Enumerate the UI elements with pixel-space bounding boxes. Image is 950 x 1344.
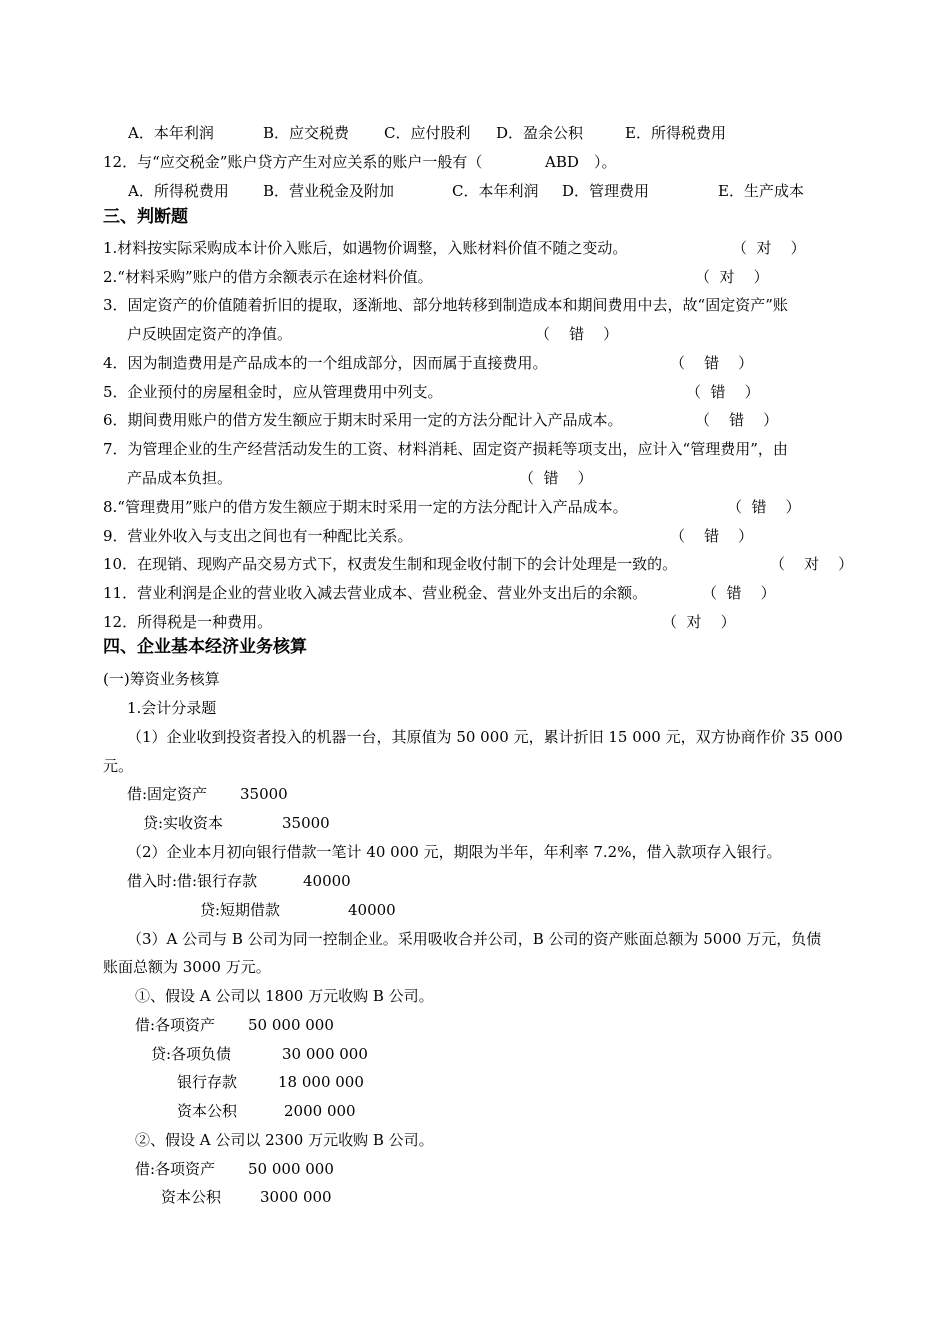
answer-mark: （ 错 ） <box>686 383 760 401</box>
section-title-business: 四、企业基本经济业务核算 <box>103 637 307 657</box>
q12-option-a: A．所得税费用 <box>128 182 229 200</box>
credit-amount: 2000 000 <box>284 1102 356 1120</box>
list-item-text: 12．所得税是一种费用。 <box>103 613 273 631</box>
q12-option-b: B．营业税金及附加 <box>263 182 395 200</box>
credit-account: 贷:实收资本 <box>143 814 224 832</box>
list-item-text: 11．营业利润是企业的营业收入减去营业成本、营业税金、营业外支出后的余额。 <box>103 584 648 602</box>
answer-mark: （ 对 ） <box>695 268 769 286</box>
debit-amount: 40000 <box>303 872 351 890</box>
q11-option-a: A．本年利润 <box>128 124 214 142</box>
entry-description: （2）企业本月初向银行借款一笔计 40 000 元，期限为半年，年利率 7.2%，借入款项存入银行。 <box>127 843 782 861</box>
credit-amount: 40000 <box>348 901 396 919</box>
credit-amount: 30 000 000 <box>282 1045 368 1063</box>
q12-option-c: C．本年利润 <box>452 182 539 200</box>
credit-account: 银行存款 <box>177 1073 238 1091</box>
q12-option-e: E．生产成本 <box>718 182 804 200</box>
debit-account: 借:固定资产 <box>127 785 208 803</box>
case-1-heading: ①、假设 A 公司以 1800 万元收购 B 公司。 <box>135 987 434 1005</box>
answer-mark: （ 错 ） <box>670 527 754 545</box>
q12-close: ）。 <box>594 153 617 171</box>
answer-mark: （ 对 ） <box>732 239 806 257</box>
answer-mark: （ 对 ） <box>662 613 736 631</box>
q11-option-b: B．应交税费 <box>263 124 350 142</box>
subsection-title: (一)筹资业务核算 <box>103 670 220 688</box>
debit-account: 借:各项资产 <box>135 1016 216 1034</box>
q12-stem: 12．与“应交税金”账户贷方产生对应关系的账户一般有（ <box>103 153 483 171</box>
list-item-text: 5．企业预付的房屋租金时，应从管理费用中列支。 <box>103 383 443 401</box>
credit-amount: 18 000 000 <box>278 1073 364 1091</box>
section-title-true-false: 三、判断题 <box>103 207 188 227</box>
list-item-text-cont: 户反映固定资产的净值。 <box>127 325 293 343</box>
answer-mark: （ 错 ） <box>727 498 801 516</box>
case-2-heading: ②、假设 A 公司以 2300 万元收购 B 公司。 <box>135 1131 434 1149</box>
debit-amount: 3000 000 <box>260 1188 332 1206</box>
list-item-text: 2.“材料采购”账户的借方余额表示在途材料价值。 <box>103 268 433 286</box>
entry-description: （1）企业收到投资者投入的机器一台，其原值为 50 000 元，累计折旧 15 000 元，双方协商作价 35 000 <box>127 728 843 746</box>
credit-account: 贷:各项负债 <box>151 1045 232 1063</box>
credit-account: 贷:短期借款 <box>200 901 281 919</box>
credit-account: 资本公积 <box>177 1102 238 1120</box>
answer-mark: （ 错 ） <box>670 354 754 372</box>
subsection-heading: 1.会计分录题 <box>127 699 217 717</box>
q11-option-e: E．所得税费用 <box>625 124 726 142</box>
list-item-text-cont: 产品成本负担。 <box>127 469 233 487</box>
q12-option-d: D．管理费用 <box>562 182 650 200</box>
list-item-text: 10．在现销、现购产品交易方式下，权责发生制和现金收付制下的会计处理是一致的。 <box>103 555 678 573</box>
list-item-text: 3．固定资产的价值随着折旧的提取，逐渐地、部分地转移到制造成本和期间费用中去，故“固定资产”账 <box>103 296 788 314</box>
list-item-text: 1.材料按实际采购成本计价入账后，如遇物价调整，入账材料价值不随之变动。 <box>103 239 628 257</box>
answer-mark: （ 错 ） <box>702 584 776 602</box>
q12-answer: ABD <box>545 153 579 171</box>
list-item-text: 7．为管理企业的生产经营活动发生的工资、材料消耗、固定资产损耗等项支出，应计入“管理费用”，由 <box>103 440 788 458</box>
answer-mark: （ 错 ） <box>519 469 593 487</box>
debit-account: 借入时:借:银行存款 <box>127 872 258 890</box>
credit-amount: 35000 <box>282 814 330 832</box>
list-item-text: 6．期间费用账户的借方发生额应于期末时采用一定的方法分配计入产品成本。 <box>103 411 623 429</box>
answer-mark: （ 错 ） <box>695 411 779 429</box>
debit-amount: 50 000 000 <box>248 1160 334 1178</box>
answer-mark: （ 错 ） <box>535 325 619 343</box>
list-item-text: 4．因为制造费用是产品成本的一个组成部分，因而属于直接费用。 <box>103 354 548 372</box>
list-item-text: 8.“管理费用”账户的借方发生额应于期末时采用一定的方法分配计入产品成本。 <box>103 498 628 516</box>
q11-option-c: C．应付股利 <box>384 124 471 142</box>
answer-mark: （ 对 ） <box>770 555 854 573</box>
debit-amount: 50 000 000 <box>248 1016 334 1034</box>
list-item-text: 9．营业外收入与支出之间也有一种配比关系。 <box>103 527 413 545</box>
debit-amount: 35000 <box>240 785 288 803</box>
debit-account: 借:各项资产 <box>135 1160 216 1178</box>
debit-account: 资本公积 <box>161 1188 222 1206</box>
entry-description-cont: 账面总额为 3000 万元。 <box>103 958 271 976</box>
q11-option-d: D．盈余公积 <box>496 124 584 142</box>
entry-description-cont: 元。 <box>103 757 134 775</box>
entry-description: （3）A 公司与 B 公司为同一控制企业。采用吸收合并公司，B 公司的资产账面总额为 5000 万元，负债 <box>127 930 822 948</box>
